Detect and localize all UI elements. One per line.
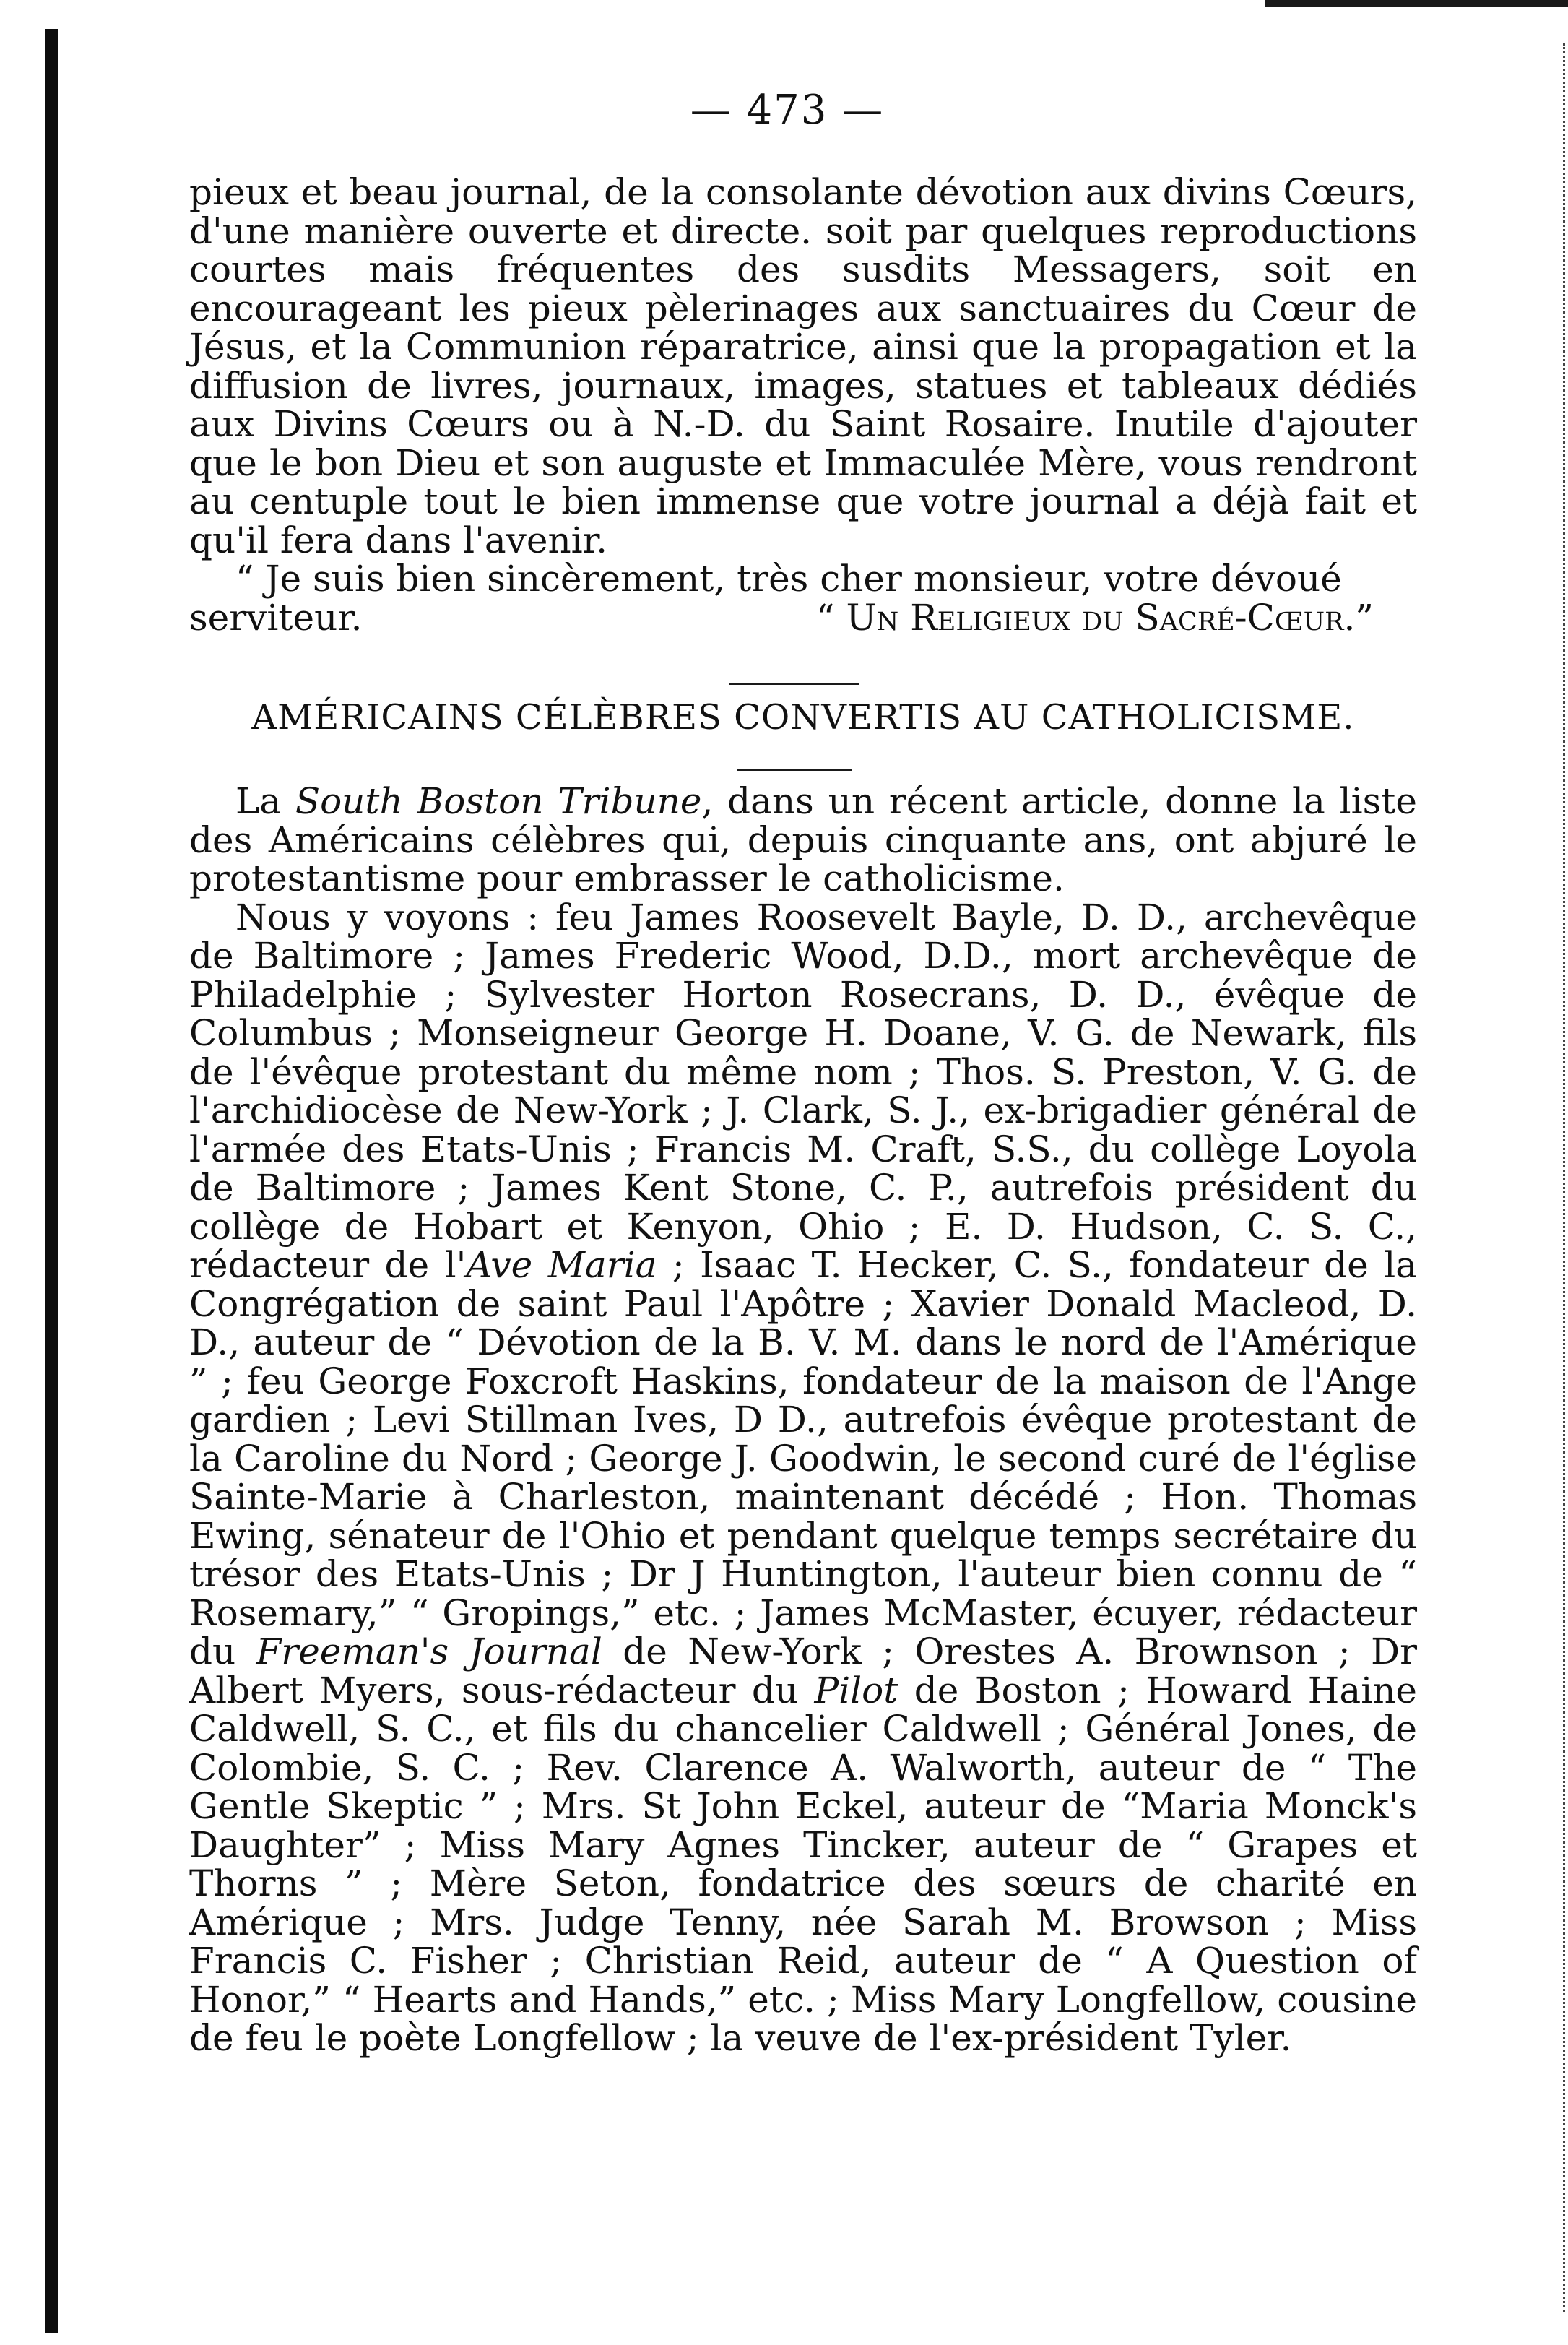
intro-paragraph [189,782,1417,899]
signoff [189,596,1417,639]
letter-paragraph: pieux et beau journal, de la consolante dévotion aux divins Cœurs, d'une manière ouverte et directe. soit par quelques reproductions courtes mais fréquentes des susdits Messagers, soit en encourageant les pieux pèlerinages aux sanctuaires du Cœur de Jésus, et la Communion réparatrice, ainsi que la propagation et la diffusion de livres, journaux, images, statues et tableaux dédiés aux Divins Cœurs ou à N.-D. du Saint Rosaire. Inutile d'ajouter que le bon Dieu et son auguste et Immaculée Mère, vous rendront au centuple tout le bien immense que votre journal a déjà fait et qu'il fera dans l'avenir. [189,171,1417,561]
intro-text-end: , dans un récent article, donne la liste des Américains célèbres qui, depuis cinquante ans, ont abjuré le protestantisme pour embrasser le catholicisme. [189,780,1417,899]
title-rule-top [729,683,859,685]
letter-continuation [189,173,1417,637]
intro-text-start: La [235,780,295,822]
right-page-edge [1560,43,1565,2312]
freemans-journal-title: Freeman's Journal [256,1631,602,1672]
top-edge-rule [1265,0,1568,7]
pilot-title: Pilot [814,1669,898,1711]
binding-edge [45,29,58,2333]
list-text-1: Nous y voyons : feu James Roosevelt Bayle, D. D., archevêque de Baltimore ; James Frederic Wood, D.D., mort archevêque de Philadelphie ; Sylvester Horton Rosecrans, D. D., évêque de Columbus ; Monseigneur George H. Doane, V. G. de Newark, fils de l'évêque protestant du même nom ; Thos. S. Preston, V. G. de l'archidiocèse de New-York ; J. Clark, S. J., ex-brigadier général de l'armée des Etats-Unis ; Francis M. Craft, S.S., du collège Loyola de Baltimore ; James Kent Stone, C. P., autrefois président du collège de Hobart et Kenyon, Ohio ; E. D. Hudson, C. S. C., rédacteur de l' [189,896,1417,1286]
page-number: — 473 — [690,87,885,134]
article-body [189,782,1417,2058]
list-text-2: ; Isaac T. Hecker, C. S., fondateur de la Congrégation de saint Paul l'Apôtre ; Xavier Donald Macleod, D. D., auteur de “ Dévotion de la B. V. M. dans le nord de l'Amérique ” ; feu George Foxcroft Haskins, fondateur de la maison de l'Ange gardien ; Levi Stillman Ives, D D., autrefois évêque protestant de la Caroline du Nord ; George J. Goodwin, le second curé de l'église Sainte-Marie à Charleston, maintenant décédé ; Hon. Thomas Ewing, sénateur de l'Ohio et pendant quelque temps secrétaire du trésor des Etats-Unis ; Dr J Huntington, l'auteur bien connu de “ Rosemary,” “ Gropings,” etc. ; James McMaster, écuyer, rédacteur du [189,1244,1417,1672]
newspaper-name: South Boston Tribune [295,780,702,822]
closing-line: “ Je suis bien sincèrement, très cher monsieur, votre dévoué [235,558,1342,600]
signoff-left: serviteur. [189,596,363,639]
converts-list-paragraph [189,896,1417,2059]
title-rule-bottom [737,769,852,771]
list-text-3: de New-York ; Orestes A. Brownson ; Dr Albert Myers, sous-rédacteur du [189,1631,1417,1711]
ave-maria-title: Ave Maria [466,1244,657,1286]
list-text-4: de Boston ; Howard Haine Caldwell, S. C., et fils du chancelier Caldwell ; Général Jones, de Colombie, S. C. ; Rev. Clarence A. Walworth, auteur de “ The Gentle Skeptic ” ; Mrs. St John Eckel, auteur de “Maria Monck's Daughter” ; Miss Mary Agnes Tincker, auteur de “ Grapes et Thorns ” ; Mère Seton, fondatrice des sœurs de charité en Amérique ; Mrs. Judge Tenny, née Sarah M. Browson ; Miss Francis C. Fisher ; Christian Reid, auteur de “ A Question of Honor,” “ Hearts and Hands,” etc. ; Miss Mary Longfellow, cousine de feu le poète Longfellow ; la veuve de l'ex-président Tyler. [189,1669,1417,2059]
section-title: AMÉRICAINS CÉLÈBRES CONVERTIS AU CATHOLICISME. [251,697,1355,738]
signoff-signature: “ Un Religieux du Sacré-Cœur.” [816,596,1374,639]
